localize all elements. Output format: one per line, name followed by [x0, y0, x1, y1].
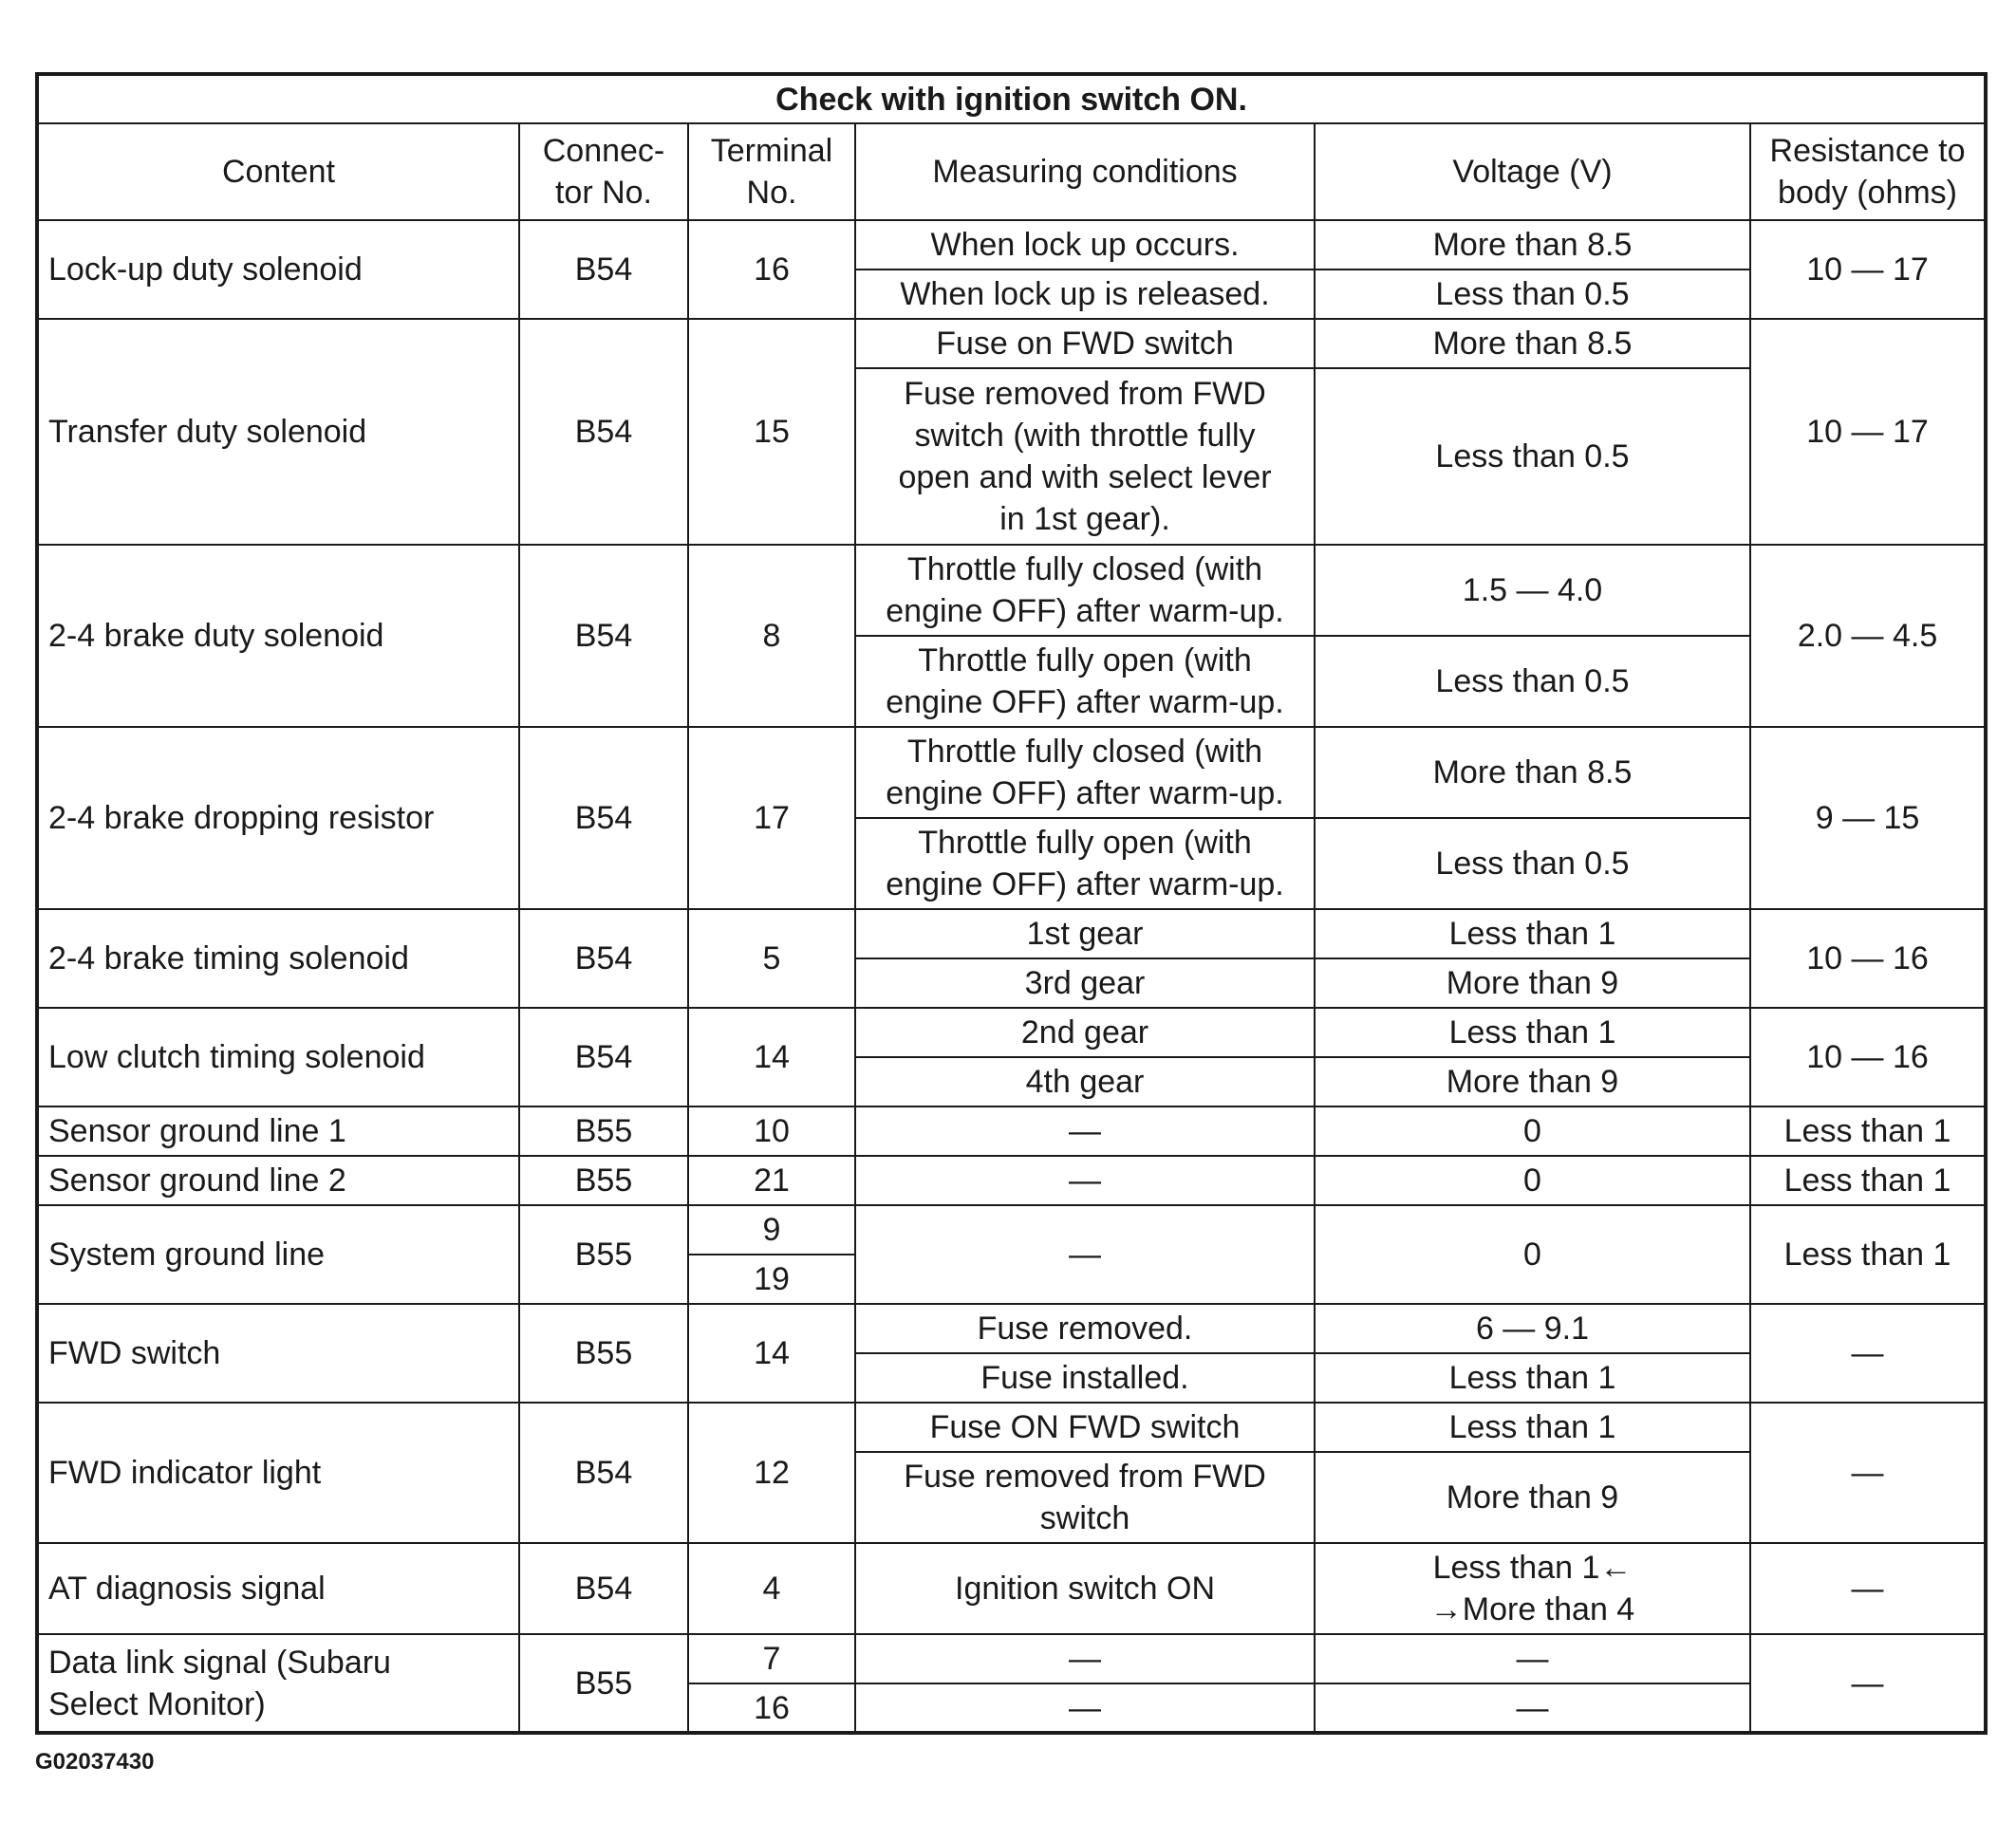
- row-connector: B54: [519, 319, 688, 545]
- table-row: [37, 1106, 1986, 1156]
- row-voltage: —: [1315, 1634, 1750, 1683]
- row-voltage: More than 9: [1315, 1452, 1750, 1543]
- row-condition: Throttle fully open (with engine OFF) after warm-up.: [855, 818, 1315, 909]
- row-connector: B54: [519, 545, 688, 727]
- row-terminal: 21: [688, 1156, 855, 1205]
- row-condition: Throttle fully closed (with engine OFF) after warm-up.: [855, 727, 1315, 818]
- table-row: [37, 319, 1986, 368]
- row-voltage: Less than 1: [1315, 1008, 1750, 1057]
- table-row: [37, 1304, 1986, 1353]
- row-condition: —: [855, 1156, 1315, 1205]
- row-connector: B54: [519, 727, 688, 909]
- row-resistance: —: [1750, 1543, 1986, 1634]
- row-voltage: Less than 0.5: [1315, 368, 1750, 545]
- table-row: [37, 1156, 1986, 1205]
- row-voltage: Less than 1: [1315, 1353, 1750, 1403]
- row-voltage: More than 8.5: [1315, 319, 1750, 368]
- table-row: [37, 1403, 1986, 1452]
- header-terminal: Terminal No.: [688, 123, 855, 220]
- row-condition: Fuse on FWD switch: [855, 319, 1315, 368]
- row-connector: B54: [519, 1543, 688, 1634]
- row-terminal: 5: [688, 909, 855, 1008]
- row-condition: When lock up occurs.: [855, 220, 1315, 270]
- row-content: Sensor ground line 1: [37, 1106, 519, 1156]
- row-terminal: 10: [688, 1106, 855, 1156]
- row-terminal: 15: [688, 319, 855, 545]
- table-row: [37, 909, 1986, 958]
- row-terminal: 16: [688, 220, 855, 319]
- row-voltage: Less than 0.5: [1315, 818, 1750, 909]
- row-content: 2-4 brake dropping resistor: [37, 727, 519, 909]
- row-voltage: Less than 1← →More than 4: [1315, 1543, 1750, 1634]
- row-resistance: —: [1750, 1304, 1986, 1403]
- row-condition: When lock up is released.: [855, 270, 1315, 319]
- row-condition: 1st gear: [855, 909, 1315, 958]
- row-condition: Fuse removed.: [855, 1304, 1315, 1353]
- row-condition: Fuse ON FWD switch: [855, 1403, 1315, 1452]
- row-condition: Fuse installed.: [855, 1353, 1315, 1403]
- row-voltage: 0: [1315, 1205, 1750, 1304]
- row-condition: 2nd gear: [855, 1008, 1315, 1057]
- row-voltage: 0: [1315, 1106, 1750, 1156]
- row-terminal: 14: [688, 1008, 855, 1106]
- table-header-row: [37, 123, 1986, 220]
- row-resistance: 9 — 15: [1750, 727, 1986, 909]
- table-row: [37, 1543, 1986, 1634]
- row-content: Transfer duty solenoid: [37, 319, 519, 545]
- row-content: Data link signal (Subaru Select Monitor): [37, 1634, 519, 1733]
- row-content: AT diagnosis signal: [37, 1543, 519, 1634]
- row-content: FWD indicator light: [37, 1403, 519, 1543]
- row-voltage: 1.5 — 4.0: [1315, 545, 1750, 636]
- row-resistance: Less than 1: [1750, 1106, 1986, 1156]
- row-voltage: More than 8.5: [1315, 220, 1750, 270]
- table-row: [37, 220, 1986, 270]
- row-condition: Ignition switch ON: [855, 1543, 1315, 1634]
- row-condition: Fuse removed from FWD switch (with throttle fully open and with select lever in 1st gear).: [855, 368, 1315, 545]
- header-content: Content: [37, 123, 519, 220]
- row-voltage: More than 8.5: [1315, 727, 1750, 818]
- row-condition: 3rd gear: [855, 958, 1315, 1008]
- row-condition: —: [855, 1683, 1315, 1733]
- table-row: [37, 727, 1986, 818]
- row-terminal: 7: [688, 1634, 855, 1683]
- row-connector: B55: [519, 1205, 688, 1304]
- row-voltage: More than 9: [1315, 1057, 1750, 1106]
- row-connector: B55: [519, 1156, 688, 1205]
- row-voltage: 6 — 9.1: [1315, 1304, 1750, 1353]
- row-condition: —: [855, 1205, 1315, 1304]
- row-condition: Throttle fully open (with engine OFF) after warm-up.: [855, 636, 1315, 727]
- row-connector: B54: [519, 1008, 688, 1106]
- row-condition: Throttle fully closed (with engine OFF) after warm-up.: [855, 545, 1315, 636]
- row-voltage: 0: [1315, 1156, 1750, 1205]
- row-voltage: Less than 1: [1315, 1403, 1750, 1452]
- row-terminal: 16: [688, 1683, 855, 1733]
- row-terminal: 19: [688, 1255, 855, 1304]
- figure-id: G02037430: [35, 1749, 155, 1775]
- row-connector: B54: [519, 909, 688, 1008]
- row-resistance: 10 — 16: [1750, 909, 1986, 1008]
- header-resistance: Resistance to body (ohms): [1750, 123, 1986, 220]
- row-resistance: —: [1750, 1634, 1986, 1733]
- row-condition: 4th gear: [855, 1057, 1315, 1106]
- table-row: [37, 545, 1986, 636]
- row-resistance: 10 — 17: [1750, 220, 1986, 319]
- row-voltage: Less than 0.5: [1315, 636, 1750, 727]
- row-content: System ground line: [37, 1205, 519, 1304]
- row-connector: B55: [519, 1304, 688, 1403]
- row-terminal: 8: [688, 545, 855, 727]
- row-condition: Fuse removed from FWD switch: [855, 1452, 1315, 1543]
- row-content: Low clutch timing solenoid: [37, 1008, 519, 1106]
- row-content: FWD switch: [37, 1304, 519, 1403]
- table-title: Check with ignition switch ON.: [37, 74, 1986, 123]
- row-terminal: 17: [688, 727, 855, 909]
- row-resistance: Less than 1: [1750, 1156, 1986, 1205]
- row-voltage: More than 9: [1315, 958, 1750, 1008]
- row-connector: B54: [519, 220, 688, 319]
- row-terminal: 9: [688, 1205, 855, 1255]
- row-resistance: 2.0 — 4.5: [1750, 545, 1986, 727]
- row-content: Lock-up duty solenoid: [37, 220, 519, 319]
- row-voltage: —: [1315, 1683, 1750, 1733]
- header-conditions: Measuring conditions: [855, 123, 1315, 220]
- row-connector: B55: [519, 1106, 688, 1156]
- row-resistance: 10 — 17: [1750, 319, 1986, 545]
- row-voltage: Less than 0.5: [1315, 270, 1750, 319]
- check-table: [35, 72, 1988, 1735]
- row-condition: —: [855, 1106, 1315, 1156]
- header-connector: Connec- tor No.: [519, 123, 688, 220]
- row-resistance: 10 — 16: [1750, 1008, 1986, 1106]
- table-title-row: [37, 74, 1986, 123]
- table-row: [37, 1205, 1986, 1255]
- row-voltage: Less than 1: [1315, 909, 1750, 958]
- row-content: Sensor ground line 2: [37, 1156, 519, 1205]
- row-terminal: 4: [688, 1543, 855, 1634]
- table-row: [37, 1008, 1986, 1057]
- row-terminal: 12: [688, 1403, 855, 1543]
- row-resistance: —: [1750, 1403, 1986, 1543]
- row-resistance: Less than 1: [1750, 1205, 1986, 1304]
- row-content: 2-4 brake duty solenoid: [37, 545, 519, 727]
- header-voltage: Voltage (V): [1315, 123, 1750, 220]
- row-content: 2-4 brake timing solenoid: [37, 909, 519, 1008]
- row-connector: B55: [519, 1634, 688, 1733]
- table-row: [37, 1634, 1986, 1683]
- row-terminal: 14: [688, 1304, 855, 1403]
- row-condition: —: [855, 1634, 1315, 1683]
- row-connector: B54: [519, 1403, 688, 1543]
